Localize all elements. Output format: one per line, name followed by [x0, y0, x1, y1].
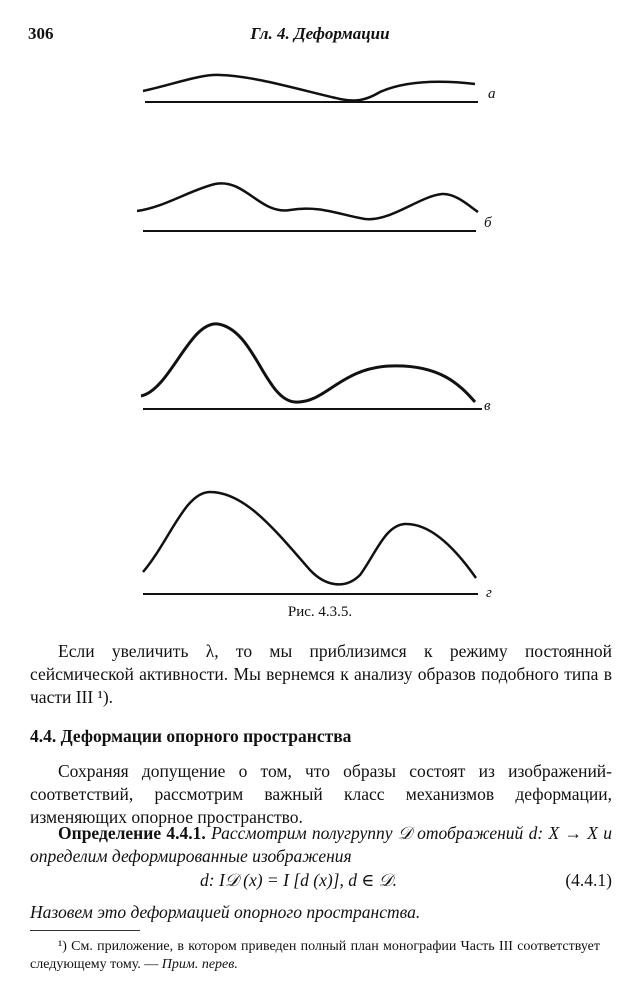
panel-d-curve — [143, 492, 476, 584]
figure-4-3-5 — [0, 60, 640, 610]
panel-c-curve — [141, 324, 475, 402]
panel-a-label: а — [488, 86, 496, 102]
running-title: Гл. 4. Деформации — [250, 24, 390, 43]
footnote — [30, 938, 600, 974]
panel-b-label: б — [484, 215, 492, 231]
footnote-rule — [30, 930, 140, 931]
panel-a — [143, 75, 496, 102]
panel-d-label: г — [486, 585, 492, 601]
paragraph-1: Если увеличить λ, то мы приблизимся к режиму постоянной сейсмической активности. Мы вернемся к анализу образов подобного типа в части III ¹). — [30, 641, 612, 707]
footnote-note: Прим. перев. — [161, 957, 238, 972]
definition-body: Рассмотрим полугруппу 𝒟 отображений d: X → X и определим деформированные изображения — [30, 823, 613, 866]
panel-d — [143, 492, 492, 601]
panel-c — [141, 324, 491, 414]
panel-a-curve — [143, 75, 475, 101]
section-heading: 4.4. Деформации опорного пространства — [30, 726, 352, 746]
panel-b — [137, 183, 492, 231]
page-number: 306 — [28, 24, 54, 43]
formula-4-4-1 — [30, 870, 612, 894]
figure-caption: Рис. 4.3.5. — [287, 604, 353, 620]
panel-c-label: в — [484, 398, 491, 414]
definition-conclusion: Назовем это деформацией опорного пространства. — [30, 902, 421, 922]
page-header — [28, 24, 612, 48]
footnote-text: ¹) См. приложение, в котором приведен полный план монографии Часть III соответствует следующему тому. — — [30, 939, 600, 972]
paragraph-2: Сохраняя допущение о том, что образы состоят из изображений-соответствий, рассмотрим важный класс механизмов деформации, изменяющих опорное пространство. — [30, 761, 612, 827]
formula-expression: d: I𝒟 (x) = I [d (x)], d ∈ 𝒟. — [200, 870, 398, 890]
panel-b-curve — [137, 183, 478, 219]
definition — [30, 822, 612, 868]
formula-number: (4.4.1) — [565, 870, 612, 890]
definition-head: Определение 4.4.1. — [58, 823, 206, 843]
